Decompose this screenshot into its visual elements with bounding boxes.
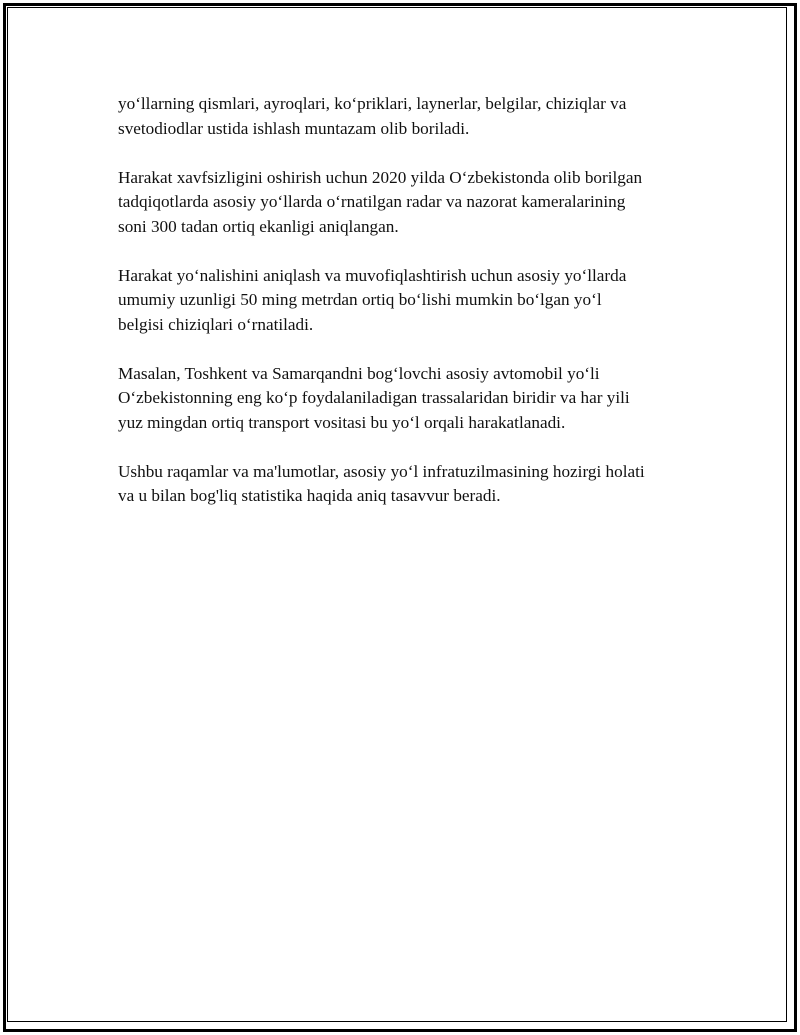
paragraph-line: belgisi chiziqlari o‘rnatiladi. xyxy=(118,314,314,334)
paragraph-3 xyxy=(118,264,693,338)
document-body xyxy=(118,92,693,533)
paragraph-4 xyxy=(118,362,693,436)
paragraph-line: umumiy uzunligi 50 ming metrdan ortiq bo‘lishi mumkin bo‘lgan yo‘l xyxy=(118,290,602,309)
paragraph-line: Ushbu raqamlar va ma'lumotlar, asosiy yo‘l infratuzilmasining hozirgi holati xyxy=(118,461,645,481)
paragraph-5 xyxy=(118,460,693,509)
paragraph-line: Harakat yo‘nalishini aniqlash va muvofiqlashtirish uchun asosiy yo‘llarda xyxy=(118,265,627,285)
paragraph-2 xyxy=(118,166,693,240)
paragraph-1 xyxy=(118,92,693,141)
paragraph-line: va u bilan bog'liq statistika haqida aniq tasavvur beradi. xyxy=(118,486,501,505)
paragraph-line: tadqiqotlarda asosiy yo‘llarda o‘rnatilgan radar va nazorat kameralarining xyxy=(118,192,626,211)
paragraph-line: svetodiodlar ustida ishlash muntazam olib boriladi. xyxy=(118,118,470,138)
paragraph-line: Harakat xavfsizligini oshirish uchun 2020 yilda O‘zbekistonda olib borilgan xyxy=(118,167,643,187)
paragraph-line: Masalan, Toshkent va Samarqandni bog‘lovchi asosiy avtomobil yo‘li xyxy=(118,363,600,383)
paragraph-line: O‘zbekistonning eng ko‘p foydalaniladigan trassalaridan biridir va har yili xyxy=(118,388,630,407)
paragraph-line: yuz mingdan ortiq transport vositasi bu yo‘l orqali harakatlanadi. xyxy=(118,412,566,432)
paragraph-line: soni 300 tadan ortiq ekanligi aniqlangan. xyxy=(118,216,399,236)
paragraph-line: yo‘llarning qismlari, ayroqlari, ko‘priklari, laynerlar, belgilar, chiziqlar va xyxy=(118,94,627,113)
